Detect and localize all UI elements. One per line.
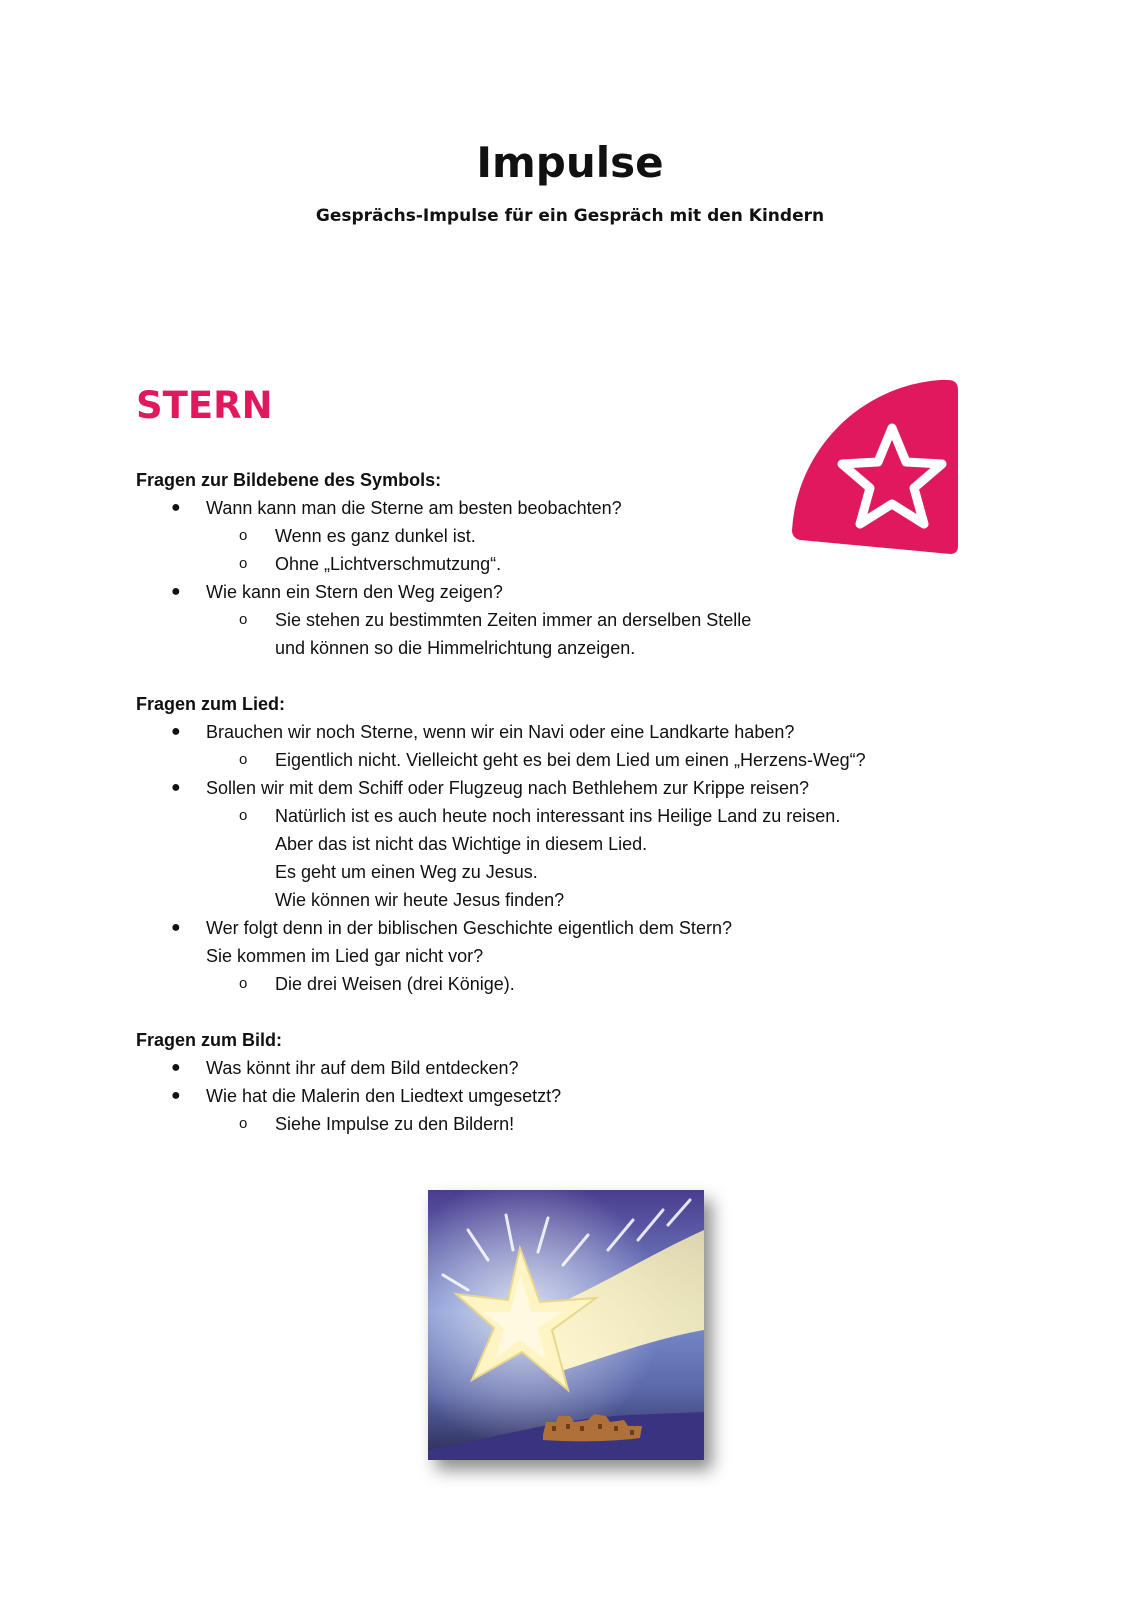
sub-bullet-icon: o xyxy=(239,751,248,768)
question-item xyxy=(136,914,956,970)
question-text: Was könnt ihr auf dem Bild entdecken? xyxy=(206,1058,519,1078)
sub-bullet-icon: o xyxy=(239,1115,248,1132)
question-list xyxy=(136,466,956,1138)
answer-text: Wenn es ganz dunkel ist. xyxy=(275,526,476,546)
answer-text: Die drei Weisen (drei Könige). xyxy=(275,974,515,994)
question-text: Sie kommen im Lied gar nicht vor? xyxy=(206,946,484,966)
section-heading: STERN xyxy=(136,384,273,427)
group-heading: Fragen zur Bildebene des Symbols: xyxy=(136,470,442,490)
sub-bullet-icon: o xyxy=(239,555,248,572)
question-group xyxy=(136,1026,956,1138)
page-subtitle: Gesprächs-Impulse für ein Gespräch mit den Kindern xyxy=(315,206,825,226)
group-heading: Fragen zum Bild: xyxy=(136,1030,283,1050)
sub-bullet-icon: o xyxy=(239,527,248,544)
question-item xyxy=(136,1054,956,1082)
answer-text: und können so die Himmelrichtung anzeigen. xyxy=(275,638,636,658)
question-item xyxy=(136,774,956,802)
question-group xyxy=(136,690,956,998)
answer-item xyxy=(136,606,956,662)
answer-text: Ohne „Lichtverschmutzung“. xyxy=(275,554,502,574)
answer-item xyxy=(136,746,956,774)
sub-bullet-icon: o xyxy=(239,611,248,628)
bullet-icon: ● xyxy=(171,583,181,600)
answer-text: Wie können wir heute Jesus finden? xyxy=(275,890,565,910)
bullet-icon: ● xyxy=(171,723,181,740)
bullet-icon: ● xyxy=(171,499,181,516)
question-text: Brauchen wir noch Sterne, wenn wir ein Navi oder eine Landkarte haben? xyxy=(206,722,795,742)
group-heading: Fragen zum Lied: xyxy=(136,694,286,714)
question-text: Wann kann man die Sterne am besten beobachten? xyxy=(206,498,622,518)
question-text: Wie hat die Malerin den Liedtext umgesetzt? xyxy=(206,1086,562,1106)
sub-bullet-icon: o xyxy=(239,975,248,992)
shooting-star-painting xyxy=(428,1190,704,1460)
sub-bullet-icon: o xyxy=(239,807,248,824)
answer-text: Natürlich ist es auch heute noch interessant ins Heilige Land zu reisen. xyxy=(275,806,841,826)
bullet-icon: ● xyxy=(171,919,181,936)
page-title: Impulse xyxy=(476,138,664,187)
answer-text: Siehe Impulse zu den Bildern! xyxy=(275,1114,515,1134)
answer-text: Eigentlich nicht. Vielleicht geht es bei dem Lied um einen „Herzens-Weg“? xyxy=(275,750,866,770)
bullet-icon: ● xyxy=(171,779,181,796)
question-text: Wie kann ein Stern den Weg zeigen? xyxy=(206,582,503,602)
answer-text: Aber das ist nicht das Wichtige in diesem Lied. xyxy=(275,834,648,854)
question-item xyxy=(136,494,956,522)
bullet-icon: ● xyxy=(171,1087,181,1104)
question-item xyxy=(136,718,956,746)
answer-item xyxy=(136,802,956,914)
answer-item xyxy=(136,1110,956,1138)
question-text: Sollen wir mit dem Schiff oder Flugzeug nach Bethlehem zur Krippe reisen? xyxy=(206,778,809,798)
answer-item xyxy=(136,970,956,998)
question-item xyxy=(136,1082,956,1110)
question-text: Wer folgt denn in der biblischen Geschichte eigentlich dem Stern? xyxy=(206,918,732,938)
answer-item xyxy=(136,550,956,578)
question-item xyxy=(136,578,956,606)
question-group xyxy=(136,466,956,662)
answer-text: Es geht um einen Weg zu Jesus. xyxy=(275,862,538,882)
answer-item xyxy=(136,522,956,550)
answer-text: Sie stehen zu bestimmten Zeiten immer an derselben Stelle xyxy=(275,610,752,630)
bullet-icon: ● xyxy=(171,1059,181,1076)
